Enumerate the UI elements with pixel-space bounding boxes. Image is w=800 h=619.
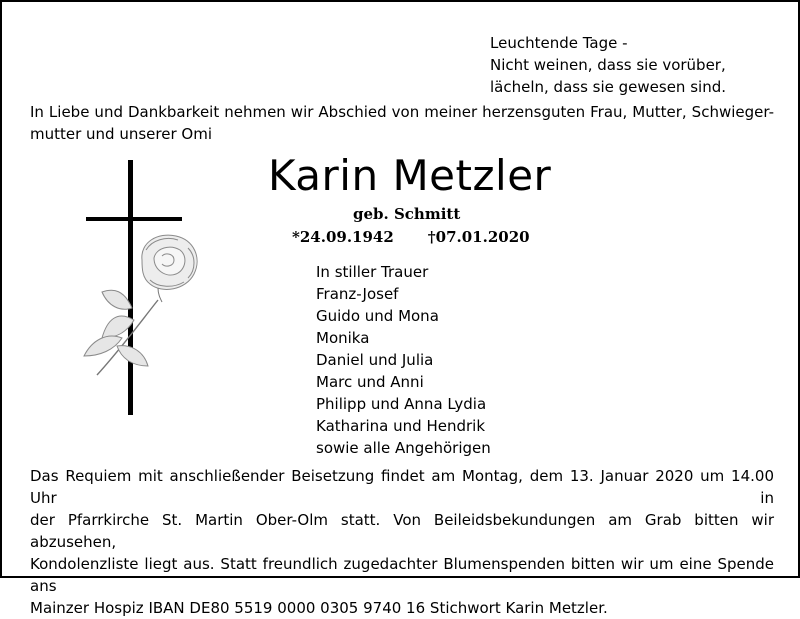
birth-date: *24.09.1942: [292, 228, 394, 246]
rose-icon: [84, 235, 197, 375]
intro-line: In Liebe und Dankbarkeit nehmen wir Abschied von meiner herzensguten Frau, Mutter, Schwieger-: [30, 103, 774, 121]
deceased-name: Karin Metzler: [268, 151, 552, 200]
quote-line: Nicht weinen, dass sie vorüber,: [490, 56, 726, 74]
mourner-line: Philipp und Anna Lydia: [316, 395, 487, 413]
quote-line: lächeln, dass sie gewesen sind.: [490, 78, 726, 96]
mourner-line: sowie alle Angehörigen: [316, 439, 491, 457]
funeral-notice: [30, 465, 774, 619]
intro-text: [30, 101, 774, 145]
notice-line: der Pfarrkirche St. Martin Ober-Olm statt. Von Beileidsbekundungen am Grab bitten wir abzusehen,: [30, 511, 774, 551]
mourner-line: Marc und Anni: [316, 373, 424, 391]
mourner-line: Guido und Mona: [316, 307, 439, 325]
mourner-line: In stiller Trauer: [316, 263, 429, 281]
intro-line: mutter und unserer Omi: [30, 125, 212, 143]
birth-name: geb. Schmitt: [353, 205, 461, 223]
death-date: †07.01.2020: [427, 228, 530, 246]
life-dates: [292, 227, 530, 247]
notice-line: Das Requiem mit anschließender Beisetzung findet am Montag, dem 13. Januar 2020 um 14.00 Uhr in: [30, 467, 774, 507]
quote-line: Leuchtende Tage -: [490, 34, 628, 52]
memorial-quote: [490, 32, 726, 98]
mourner-line: Monika: [316, 329, 370, 347]
mourner-line: Katharina und Hendrik: [316, 417, 486, 435]
mourner-line: Daniel und Julia: [316, 351, 434, 369]
mourners-list: [316, 261, 491, 459]
cross-rose-illustration: [62, 160, 212, 420]
notice-line: Mainzer Hospiz IBAN DE80 5519 0000 0305 9740 16 Stichwort Karin Metzler.: [30, 599, 608, 617]
notice-line: Kondolenzliste liegt aus. Statt freundlich zugedachter Blumenspenden bitten wir um eine Spende ans: [30, 555, 774, 595]
mourner-line: Franz-Josef: [316, 285, 399, 303]
